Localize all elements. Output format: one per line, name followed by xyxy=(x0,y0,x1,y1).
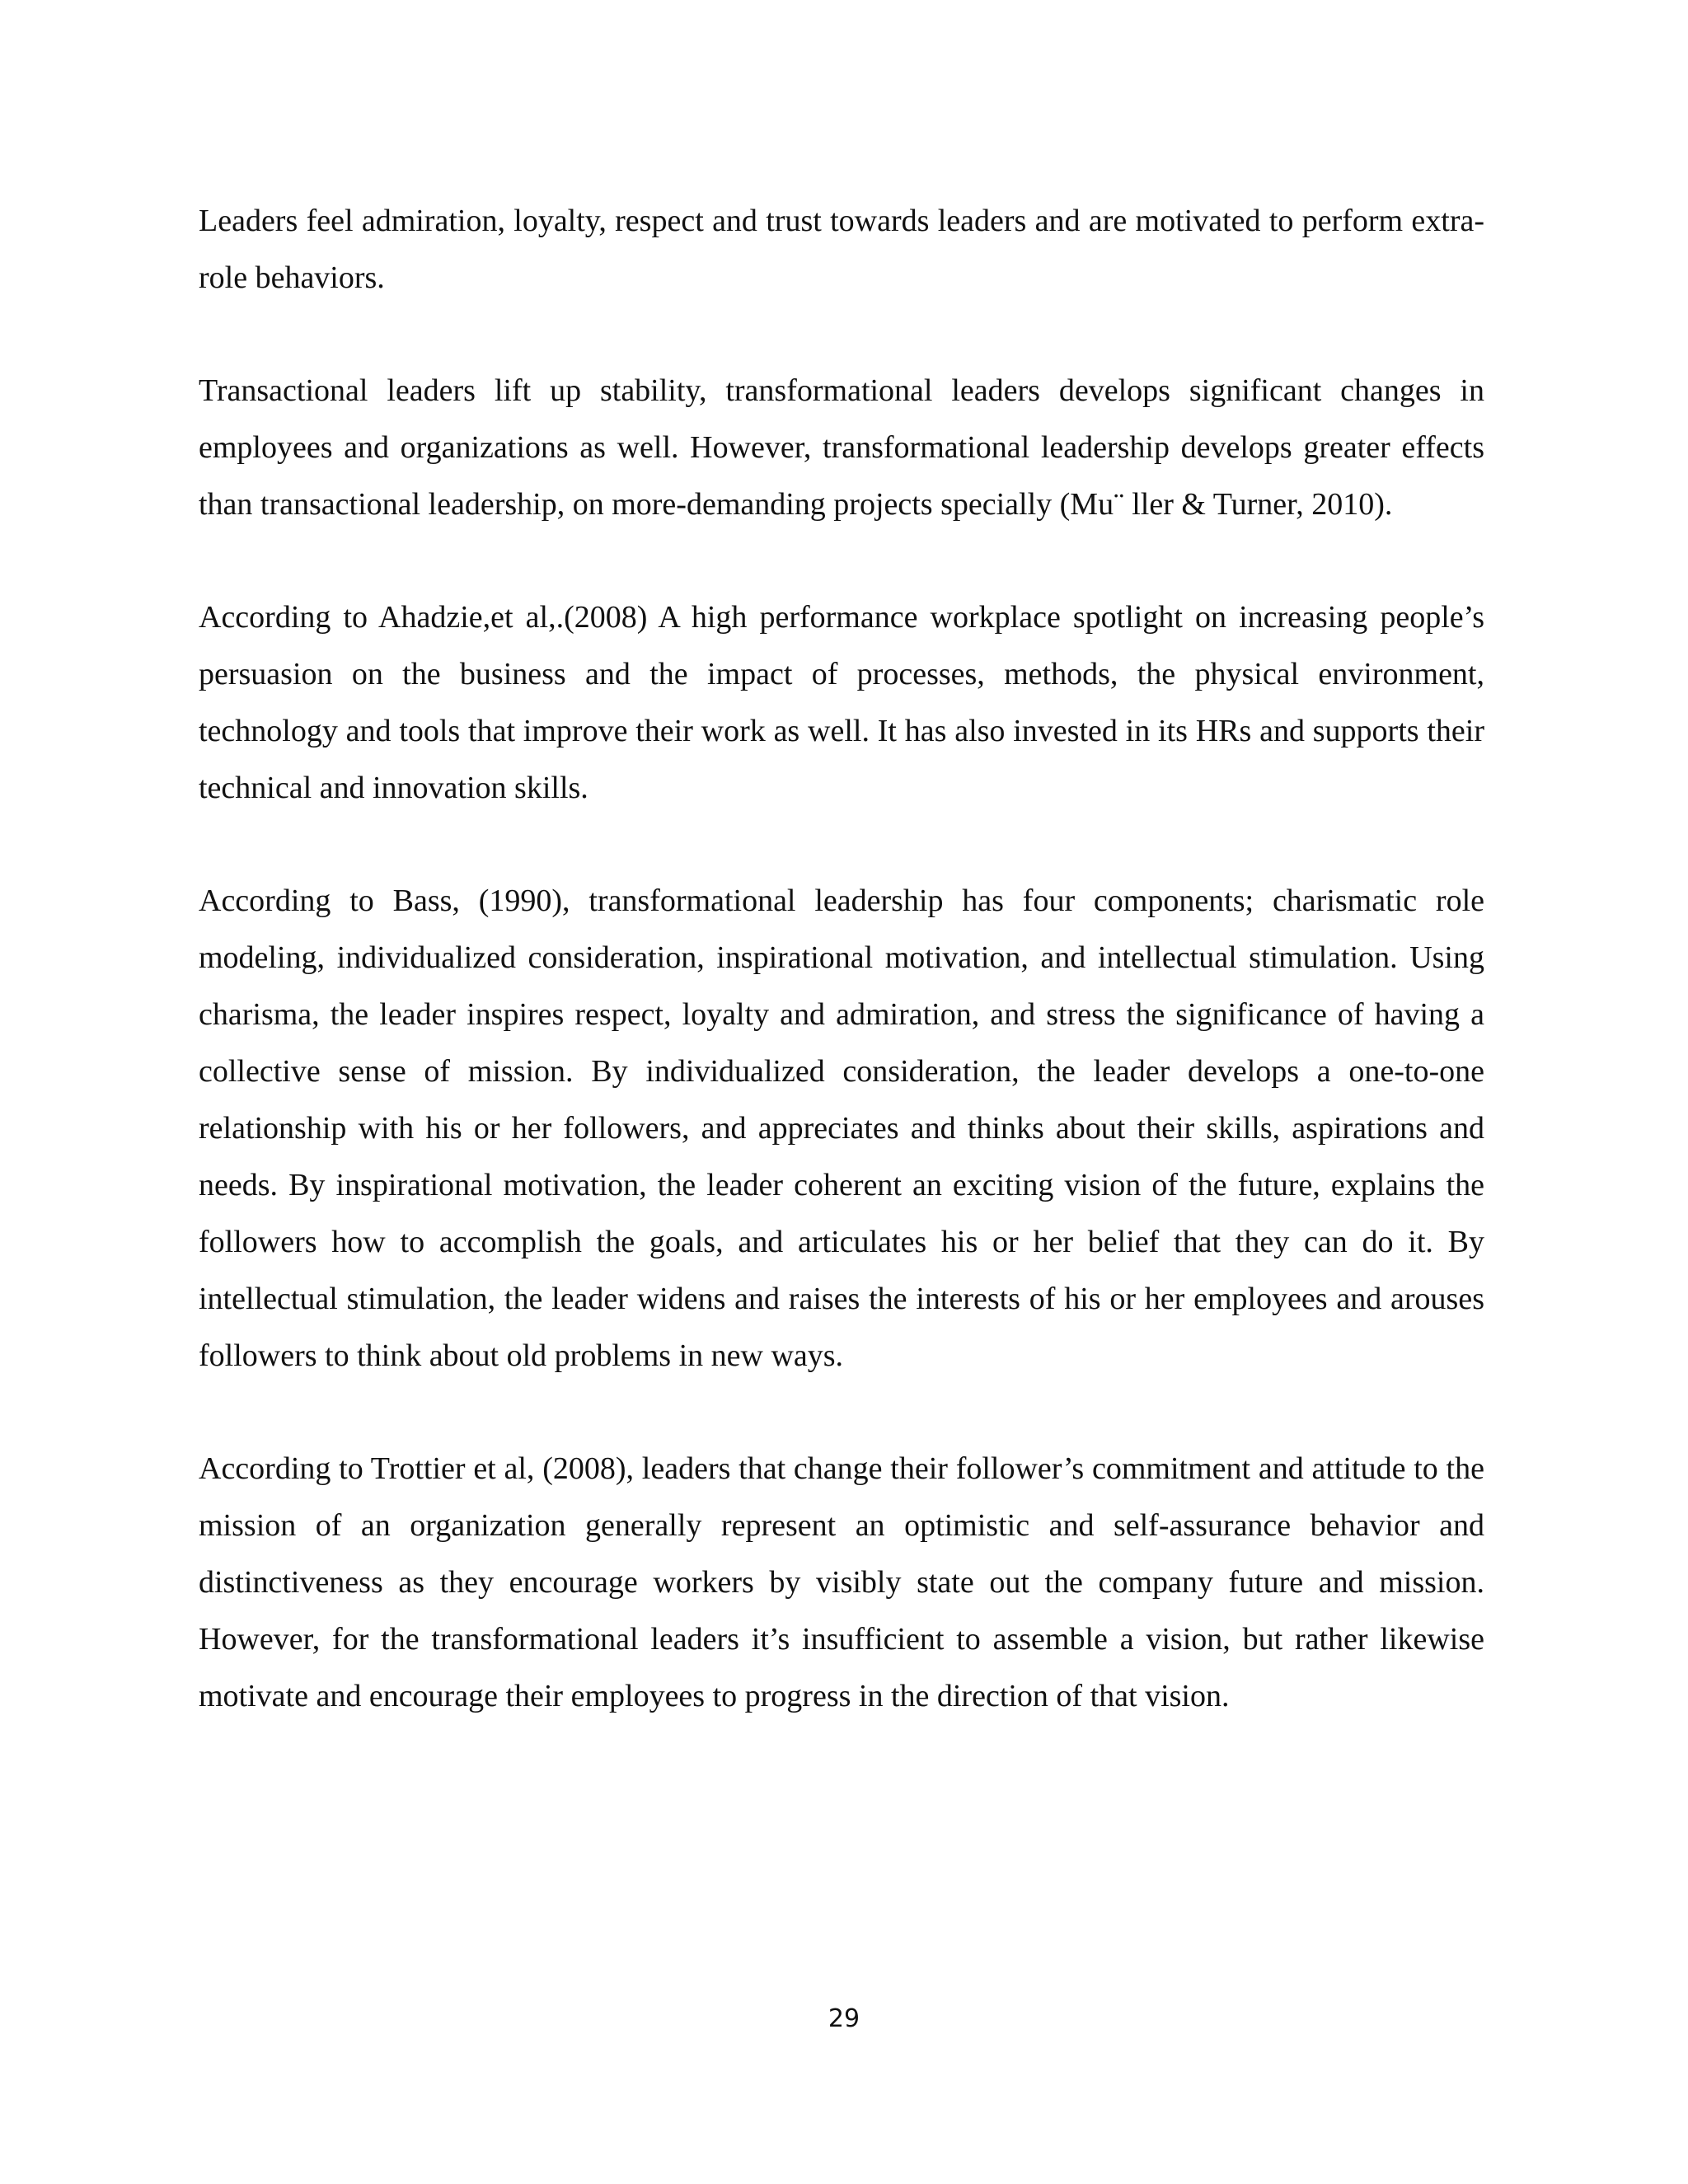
paragraph-1: Leaders feel admiration, loyalty, respect and trust towards leaders and are motivated to perform extra-role behaviors. xyxy=(199,204,1484,295)
body-text xyxy=(199,193,1484,1781)
page-number: 29 xyxy=(828,2004,860,2033)
paragraph-3: According to Ahadzie,et al,.(2008) A high performance workplace spotlight on increasing people’s persuasion on the business and the impact of processes, methods, the physical environment, technology and tools that improve their work as well. It has also invested in its HRs and supports their technical and innovation skills. xyxy=(199,600,1484,805)
paragraph-4: According to Bass, (1990), transformational leadership has four components; charismatic role modeling, individualized consideration, inspirational motivation, and intellectual stimulation. Using charisma, the leader inspires respect, loyalty and admiration, and stress the significance of having a collective sense of mission. By individualized consideration, the leader develops a one-to-one relationship with his or her followers, and appreciates and thinks about their skills, aspirations and needs. By inspirational motivation, the leader coherent an exciting vision of the future, explains the followers how to accomplish the goals, and articulates his or her belief that they can do it. By intellectual stimulation, the leader widens and raises the interests of his or her employees and arouses followers to think about old problems in new ways. xyxy=(199,883,1484,1373)
paragraph-5: According to Trottier et al, (2008), leaders that change their follower’s commitment and attitude to the mission of an organization generally represent an optimistic and self-assurance behavior and distinctiveness as they encourage workers by visibly state out the company future and mission. However, for the transformational leaders it’s insufficient to assemble a vision, but rather likewise motivate and encourage their employees to progress in the direction of that vision. xyxy=(199,1451,1484,1713)
paragraph-2: Transactional leaders lift up stability, transformational leaders develops significant changes in employees and organizations as well. However, transformational leadership develops greater effects than transactional leadership, on more-demanding projects specially (Mu¨ ller & Turner, 2010). xyxy=(199,373,1484,522)
